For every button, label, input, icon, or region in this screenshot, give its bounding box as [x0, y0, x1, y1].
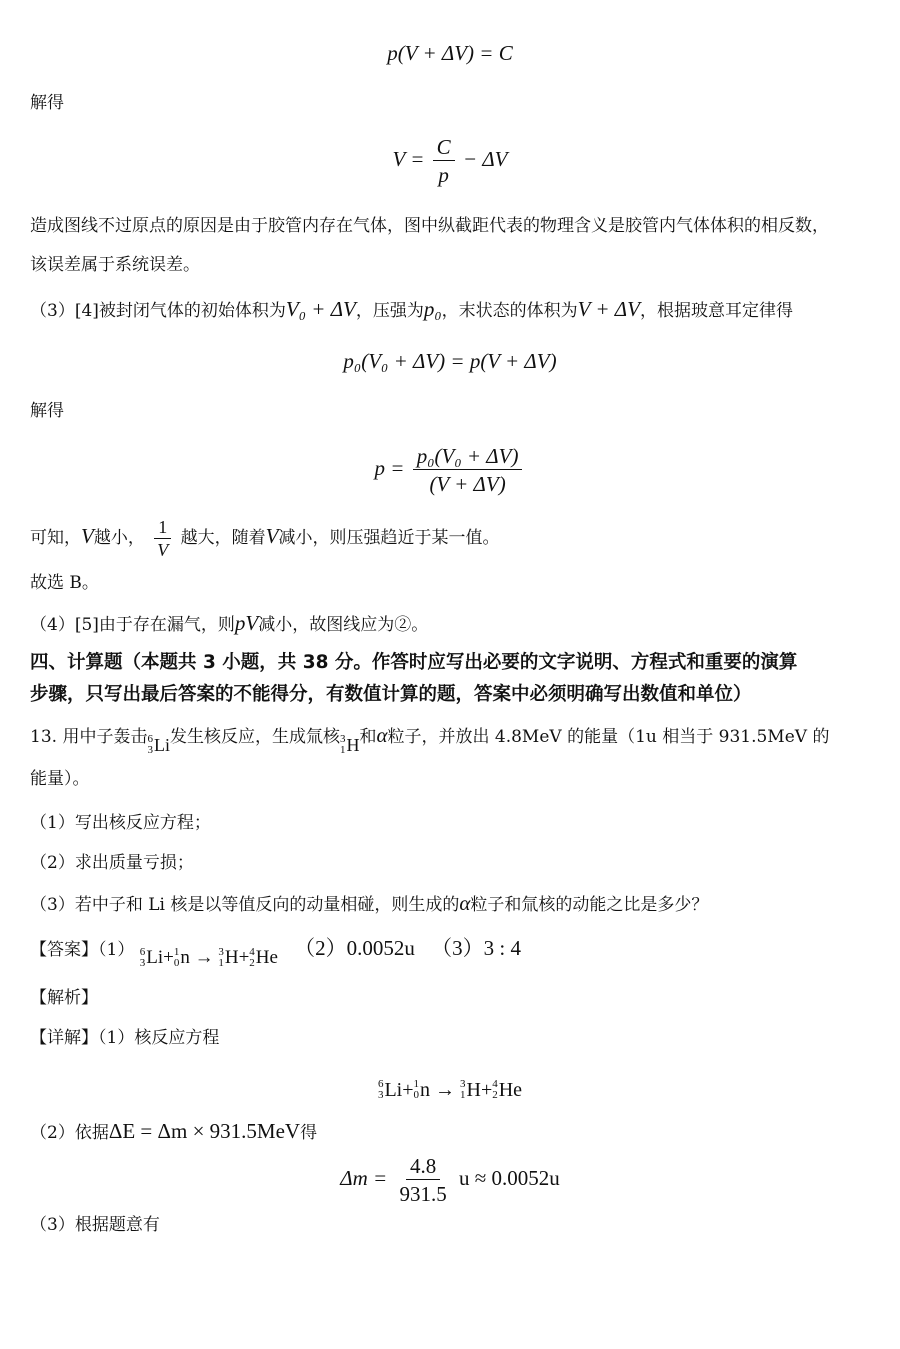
question-13-line2: 能量）。	[30, 769, 90, 789]
equation-pressure: p = $\frac{\text{p₀(V₀ + ΔV)}}{(V + \Delta V)}$	[0, 438, 900, 498]
section-heading-line1: 四、计算题（本题共 3 小题，共 38 分。作答时应写出必要的文字说明、方程式和重要的演算	[30, 652, 798, 673]
equation-volume: V = $\frac{C}{p}$ − ΔV	[392, 134, 508, 187]
fraction-pressure: $\frac{\text{p₀(V₀ + ΔV)}}{(V + \Delta V)}$	[413, 443, 523, 498]
equation-mass-defect: Δm = $\frac{4.8}{931.5}$ u ≈ 0.0052u	[340, 1153, 560, 1206]
solve-label-1: 解得	[30, 93, 64, 113]
paragraph-reason-line1: 造成图线不过原点的原因是由于胶管内存在气体，图中纵截距代表的物理含义是胶管内气体体积的相反数，	[30, 216, 829, 236]
paragraph-conclusion: 可知，V越小， $\frac{1}{V}$ 越大，随着V减小，则压强趋近于某一值。	[30, 517, 500, 560]
paragraph-part4: （4）[5]由于存在漏气，则pV减小，故图线应为②。	[30, 611, 429, 635]
paragraph-part3: （3）[4]被封闭气体的初始体积为V₀ + ΔV，压强为p₀，末状态的体积为V + ΔV，根据玻意耳定律得	[30, 297, 793, 321]
solve-label-2: 解得	[30, 401, 64, 421]
question-13-part2: （2）求出质量亏损；	[30, 853, 194, 873]
question-13-part1: （1）写出核反应方程；	[30, 813, 211, 833]
answer-choice: 故选 B。	[30, 573, 99, 593]
detail-label: 【详解】（1）核反应方程	[30, 1028, 220, 1048]
paragraph-reason-line2: 该误差属于系统误差。	[30, 255, 200, 275]
paragraph-mass-defect: （2）依据ΔE = Δm × 931.5MeV得	[30, 1119, 318, 1143]
section-heading-line2: 步骤，只写出最后答案的不能得分，有数值计算的题，答案中必须明确写出数值和单位）	[30, 684, 752, 705]
answer-line: 【答案】（1） 6 3 Li + 1 0 n → 3 1 H + 4 2 He （2）0.0052u （3）3 : 4	[30, 936, 521, 969]
fraction-mass: $\frac{4.8}{931.5}$	[399, 1153, 447, 1206]
equation-boyle-1: p(V + ΔV) = C	[387, 41, 513, 65]
answer-reaction-equation: 6 3 Li + 1 0 n → 3 1 H + 4 2 He	[139, 946, 278, 969]
analysis-label: 【解析】	[30, 988, 98, 1008]
question-13-line1: 13. 用中子轰击 6 3 Li 发生核反应，生成氚核 3 1 H 和α粒子，并放出 4.8MeV 的能量（1u 相当于 931.5MeV 的	[30, 723, 830, 756]
paragraph-part3-final: （3）根据题意有	[30, 1215, 160, 1235]
equation-reaction: 6 3 Li + 1 0 n → 3 1 H + 4 2 He	[377, 1078, 523, 1101]
question-13-part3: （3）若中子和 Li 核是以等值反向的动量相碰，则生成的α粒子和氚核的动能之比是多少？	[30, 891, 709, 915]
fraction-c-over-p: $\frac{C}{p}$	[433, 134, 455, 189]
fraction-one-over-v: $\frac{1}{V}$	[153, 516, 172, 561]
equation-boyle-2: p₀(V₀ + ΔV) = p(V + ΔV)	[343, 349, 557, 373]
